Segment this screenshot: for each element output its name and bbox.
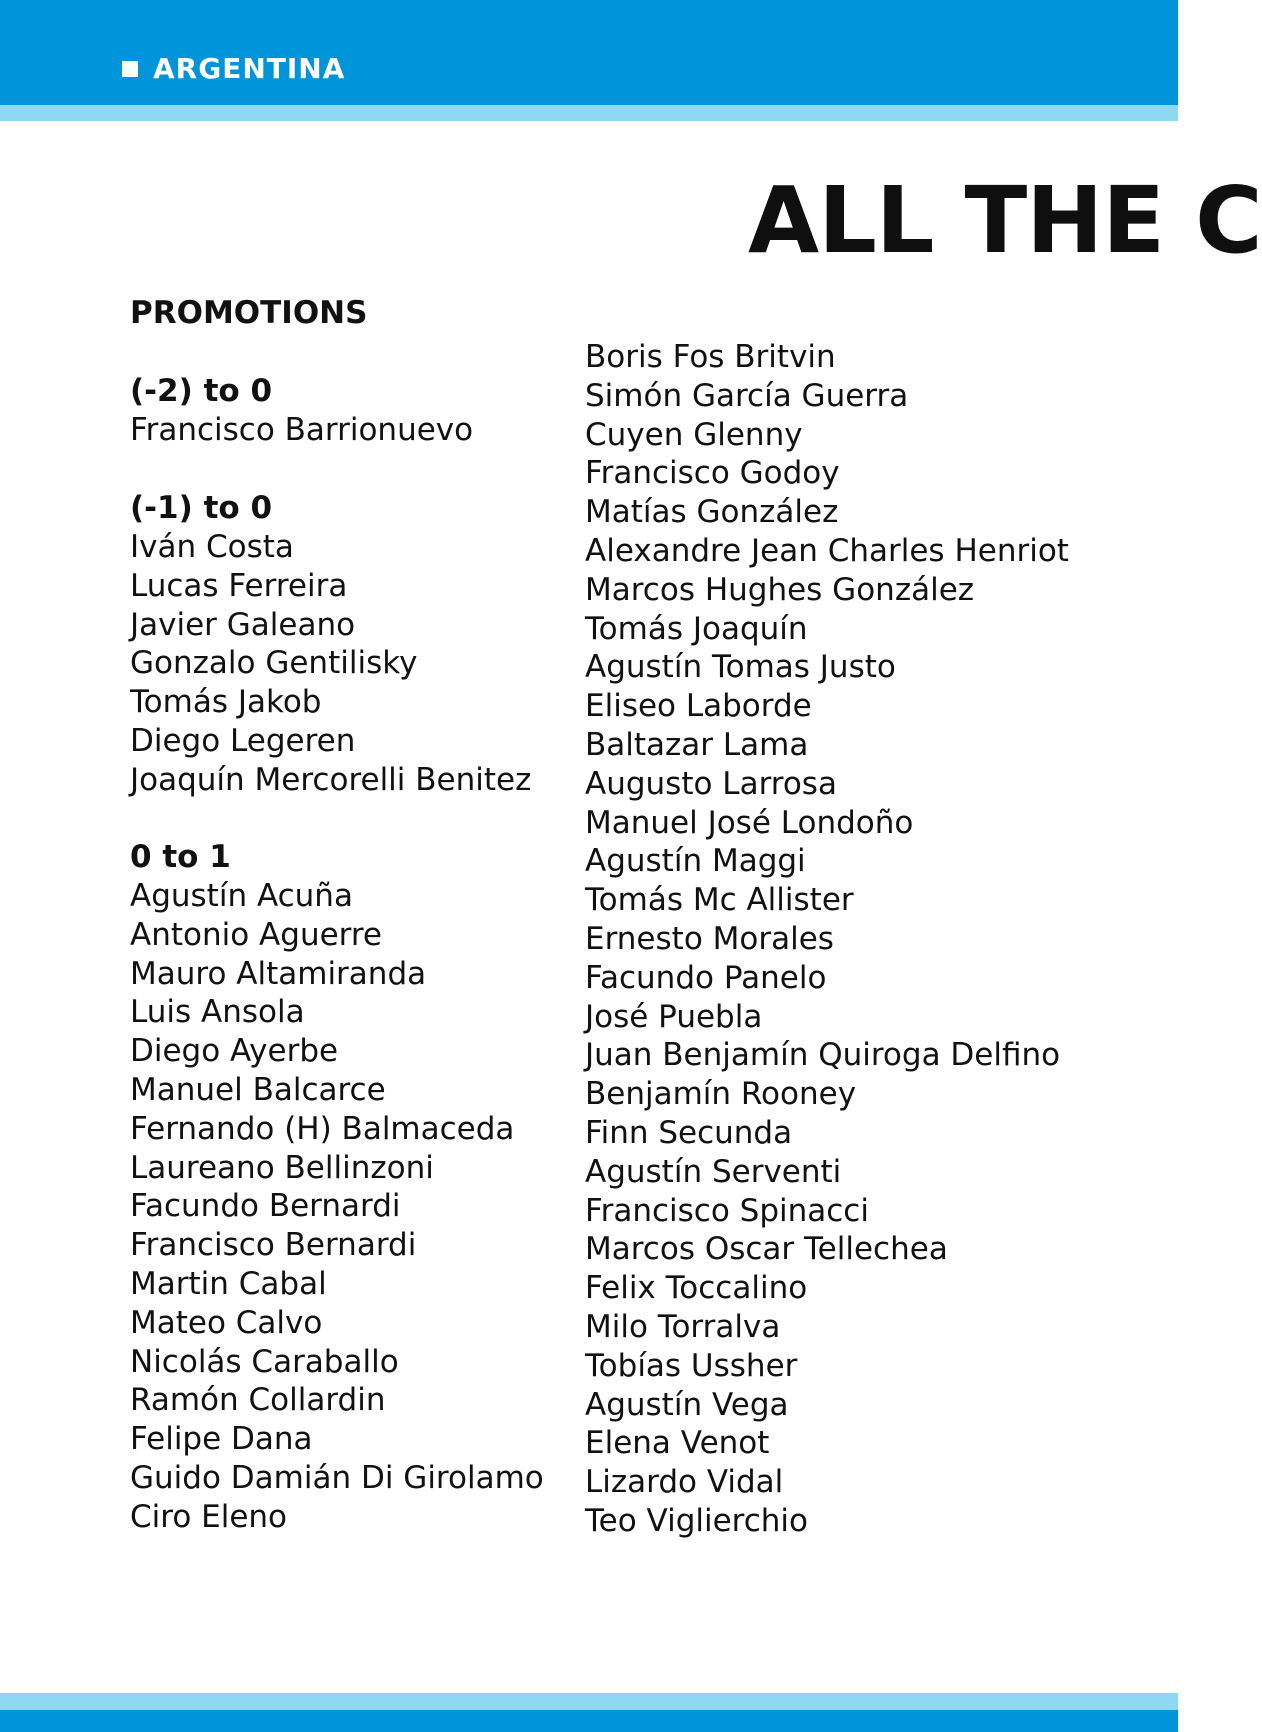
person-name: Simón García Guerra bbox=[585, 377, 909, 414]
person-name: Guido Damián Di Girolamo bbox=[130, 1459, 544, 1496]
person-name: Marcos Hughes González bbox=[585, 571, 975, 608]
person-name: Tomás Jakob bbox=[130, 684, 322, 721]
footer-stripe bbox=[0, 1693, 1178, 1710]
person-name: Benjamín Rooney bbox=[585, 1076, 857, 1113]
name-list bbox=[130, 877, 544, 1537]
person-name: Facundo Bernardi bbox=[130, 1188, 401, 1225]
person-name: Facundo Panelo bbox=[585, 959, 827, 996]
person-name: Mauro Altamiranda bbox=[130, 955, 427, 992]
person-name: Agustín Serventi bbox=[585, 1153, 842, 1190]
person-name: Ciro Eleno bbox=[130, 1498, 288, 1535]
person-name: Antonio Aguerre bbox=[130, 916, 382, 953]
person-name: Milo Torralva bbox=[585, 1308, 781, 1345]
person-name: Agustín Acuña bbox=[130, 878, 353, 914]
person-name: Martin Cabal bbox=[130, 1265, 327, 1302]
person-name: Marcos Oscar Tellechea bbox=[585, 1231, 948, 1268]
person-name: Francisco Barrionuevo bbox=[130, 412, 474, 448]
person-name: Joaquín Mercorelli Benitez bbox=[130, 761, 532, 798]
person-name: Iván Costa bbox=[130, 529, 294, 565]
person-name: Nicolás Caraballo bbox=[130, 1343, 399, 1380]
person-name: Juan Benjamín Quiroga Delfino bbox=[585, 1037, 1061, 1074]
footer-bar bbox=[0, 1710, 1178, 1732]
person-name: Francisco Bernardi bbox=[130, 1227, 417, 1264]
person-name: Finn Secunda bbox=[585, 1114, 793, 1151]
person-name: Felipe Dana bbox=[130, 1421, 313, 1458]
person-name: Baltazar Lama bbox=[585, 726, 809, 763]
person-name: Diego Legeren bbox=[130, 722, 356, 759]
group-heading: (-1) to 0 bbox=[130, 490, 273, 526]
person-name: Gonzalo Gentilisky bbox=[130, 645, 418, 682]
name-list bbox=[130, 411, 473, 450]
section-label: ARGENTINA bbox=[153, 52, 346, 85]
person-name: Felix Toccalino bbox=[585, 1270, 808, 1307]
promotions-title: PROMOTIONS bbox=[130, 295, 368, 331]
person-name: Boris Fos Britvin bbox=[585, 339, 836, 375]
person-name: Agustín Vega bbox=[585, 1386, 789, 1423]
person-name: Javier Galeano bbox=[130, 606, 356, 643]
person-name: Laureano Bellinzoni bbox=[130, 1149, 434, 1186]
person-name: Tobías Ussher bbox=[585, 1347, 798, 1384]
person-name: Fernando (H) Balmaceda bbox=[130, 1110, 515, 1147]
name-list bbox=[585, 338, 1069, 1541]
person-name: Luis Ansola bbox=[130, 994, 305, 1031]
page-title: ALL THE C bbox=[748, 167, 1262, 274]
person-name: Eliseo Laborde bbox=[585, 688, 812, 725]
person-name: Tomás Joaquín bbox=[585, 610, 808, 647]
person-name: Francisco Godoy bbox=[585, 455, 840, 492]
person-name: Tomás Mc Allister bbox=[585, 882, 854, 919]
section-square-icon bbox=[122, 61, 138, 77]
person-name: Cuyen Glenny bbox=[585, 416, 803, 453]
person-name: Ernesto Morales bbox=[585, 920, 834, 957]
group-heading: 0 to 1 bbox=[130, 839, 231, 875]
person-name: Manuel Balcarce bbox=[130, 1071, 386, 1108]
name-list bbox=[130, 528, 531, 800]
person-name: Ramón Collardin bbox=[130, 1382, 386, 1419]
person-name: Manuel José Londoño bbox=[585, 804, 914, 841]
person-name: Elena Venot bbox=[585, 1425, 770, 1462]
person-name: Agustín Tomas Justo bbox=[585, 649, 896, 686]
person-name: Agustín Maggi bbox=[585, 843, 806, 880]
person-name: Diego Ayerbe bbox=[130, 1033, 339, 1070]
person-name: Mateo Calvo bbox=[130, 1304, 323, 1341]
person-name: Augusto Larrosa bbox=[585, 765, 837, 802]
group-heading: (-2) to 0 bbox=[130, 373, 273, 409]
person-name: Lucas Ferreira bbox=[130, 567, 348, 604]
person-name: Matías González bbox=[585, 494, 839, 531]
person-name: Alexandre Jean Charles Henriot bbox=[585, 532, 1069, 569]
person-name: José Puebla bbox=[585, 998, 763, 1035]
person-name: Francisco Spinacci bbox=[585, 1192, 869, 1229]
person-name: Teo Viglierchio bbox=[585, 1502, 809, 1539]
person-name: Lizardo Vidal bbox=[585, 1464, 784, 1501]
header-stripe bbox=[0, 105, 1178, 121]
